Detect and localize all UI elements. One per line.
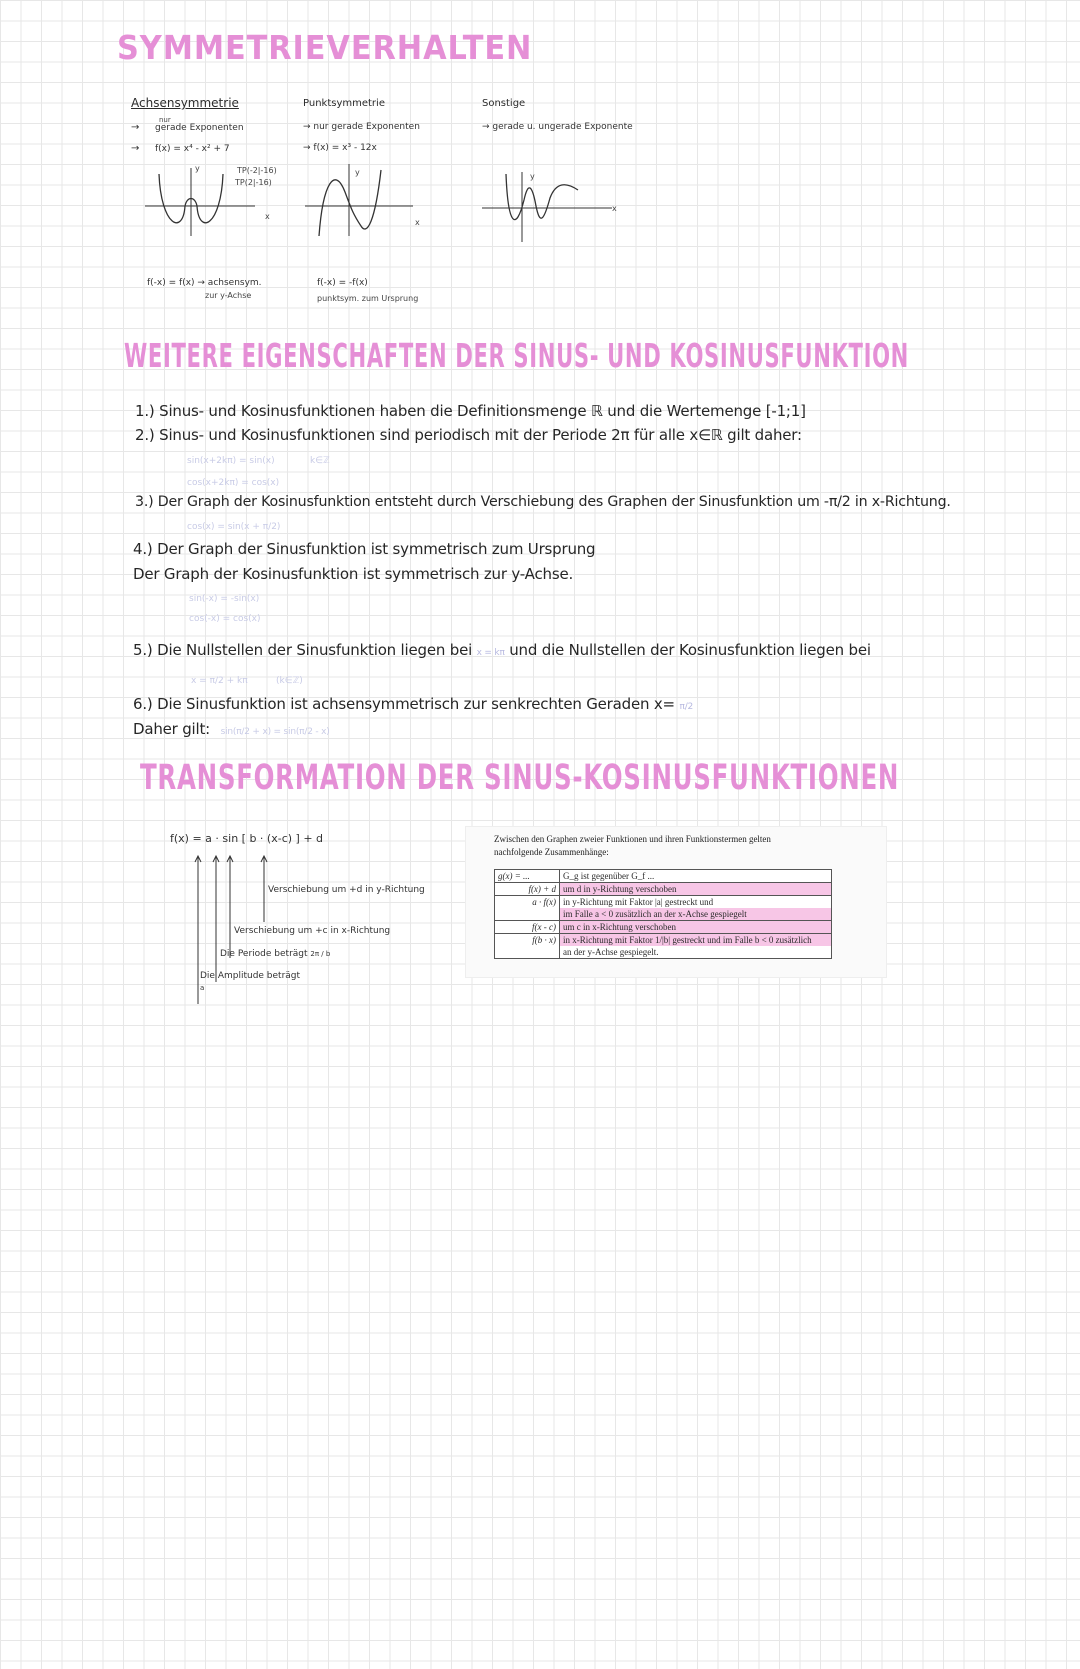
- table-cell-rhs: um d in y-Richtung verschoben: [560, 883, 832, 896]
- table-row: [495, 921, 832, 934]
- axis-x-label: x: [415, 218, 420, 227]
- table-row: [495, 883, 832, 896]
- line-gerade: gerade Exponenten: [155, 123, 244, 133]
- property-5-part-a: 5.) Die Nullstellen der Sinusfunktion liegen bei: [133, 641, 473, 659]
- note-nur: nur: [159, 116, 171, 124]
- table-cell-rhs: um c in x-Richtung verschoben: [560, 921, 832, 934]
- tp-label-1: TP(-2|-16): [237, 166, 277, 175]
- table-cell-rhs: im Falle a < 0 zusätzlich an der x-Achse gespiegelt: [560, 908, 832, 921]
- rule-even: f(-x) = f(x) → achsensym.: [147, 278, 262, 288]
- formula-shift: cos(x) = sin(x + π/2): [187, 522, 281, 532]
- heading-weitere-eigenschaften: WEITERE EIGENSCHAFTEN DER SINUS- UND KOSINUSFUNKTION: [124, 336, 909, 375]
- annotation-c: Verschiebung um +c in x-Richtung: [234, 926, 391, 936]
- col-title: Sonstige: [482, 98, 526, 109]
- property-3: 3.) Der Graph der Kosinusfunktion entsteht durch Verschiebung des Graphen der Sinusfunktion um -π/2 in x-Richtung.: [135, 494, 951, 510]
- transformation-formula: f(x) = a · sin [ b · (x-c) ] + d: [170, 832, 324, 845]
- property-4a: 4.) Der Graph der Sinusfunktion ist symmetrisch zum Ursprung: [133, 540, 596, 558]
- annotation-b: [220, 949, 330, 959]
- line-gerade-ungerade: → gerade u. ungerade Exponente: [482, 122, 633, 132]
- tp-label-2: TP(2|-16): [235, 178, 272, 187]
- formula-zeros-k: (k∈ℤ): [276, 676, 303, 686]
- rule-even-2: zur y-Achse: [205, 291, 252, 300]
- formula-sym-sin: sin(π/2 + x) = sin(π/2 - x): [220, 727, 330, 737]
- col-punktsymmetrie: [303, 98, 473, 308]
- formula-cos-even: cos(-x) = cos(x): [189, 614, 261, 624]
- table-row: [495, 946, 832, 959]
- property-5: [133, 641, 871, 659]
- table-cell-rhs: an der y-Achse gespiegelt.: [560, 946, 832, 959]
- property-6b: [133, 720, 330, 738]
- table-row: [495, 896, 832, 909]
- table-cell-lhs: f(x) + d: [495, 883, 560, 896]
- col-title: Punktsymmetrie: [303, 98, 385, 109]
- formula-sin-odd: sin(-x) = -sin(x): [189, 594, 260, 604]
- line-fx: f(x) = x⁴ - x² + 7: [155, 144, 230, 154]
- axis-y-label: y: [355, 168, 360, 177]
- property-6-text: 6.) Die Sinusfunktion ist achsensymmetrisch zur senkrechten Geraden x=: [133, 695, 675, 713]
- property-5-sym: x = kπ: [476, 648, 505, 658]
- table-row: [495, 908, 832, 921]
- heading-symmetrieverhalten: SYMMETRIEVERHALTEN: [117, 28, 533, 67]
- line-arrow-1: →: [131, 122, 140, 133]
- transformation-table: [494, 869, 832, 959]
- graph-neither-function: [482, 170, 622, 250]
- formula-k-integer: k∈ℤ: [310, 456, 330, 466]
- line-fx: → f(x) = x³ - 12x: [303, 143, 377, 153]
- heading-transformation: TRANSFORMATION DER SINUS-KOSINUSFUNKTIONEN: [140, 758, 900, 798]
- line-nur-gerade: → nur gerade Exponenten: [303, 122, 420, 132]
- table-cell-lhs: a · f(x): [495, 896, 560, 909]
- formula-zeros-cos: x = π/2 + kπ: [191, 676, 248, 686]
- axis-y-label: y: [530, 172, 535, 181]
- table-row: [495, 870, 832, 883]
- transformation-reference-box: [465, 826, 887, 978]
- formula-periodic-sin: sin(x+2kπ) = sin(x): [187, 456, 275, 466]
- table-cell-lhs: g(x) = ...: [495, 870, 560, 883]
- table-cell-rhs: in y-Richtung mit Faktor |a| gestreckt und: [560, 896, 832, 909]
- property-5-part-b: und die Nullstellen der Kosinusfunktion liegen bei: [509, 641, 871, 659]
- graph-even-function: [145, 166, 285, 246]
- table-cell-lhs: [495, 908, 560, 921]
- annotation-d: Verschiebung um +d in y-Richtung: [268, 885, 425, 895]
- rule-odd-2: punktsym. zum Ursprung: [317, 294, 419, 303]
- box-intro: Zwischen den Graphen zweier Funktionen und ihren Funktionstermen gelten nachfolgende Zusammenhänge:: [494, 834, 771, 857]
- axis-x-label: x: [265, 212, 270, 221]
- transformation-diagram: [170, 828, 470, 998]
- formula-periodic-cos: cos(x+2kπ) = cos(x): [187, 478, 280, 488]
- table-cell-rhs: in x-Richtung mit Faktor 1/|b| gestreckt und im Falle b < 0 zusätzlich: [560, 934, 832, 947]
- table-cell-lhs: [495, 946, 560, 959]
- annotation-b-value: 2π / b: [310, 950, 331, 958]
- property-4b: Der Graph der Kosinusfunktion ist symmetrisch zur y-Achse.: [133, 565, 574, 583]
- col-title: Achsensymmetrie: [131, 96, 239, 110]
- property-6-sym: π/2: [679, 702, 694, 712]
- axis-y-label: y: [195, 164, 200, 173]
- graph-odd-function: [305, 162, 425, 242]
- table-cell-lhs: f(b · x): [495, 934, 560, 947]
- col-sonstige: [482, 98, 682, 238]
- rule-odd: f(-x) = -f(x): [317, 278, 368, 288]
- annotation-a-value: a: [200, 984, 205, 992]
- annotation-b-text: Die Periode beträgt: [220, 949, 308, 959]
- property-1: 1.) Sinus- und Kosinusfunktionen haben die Definitionsmenge ℝ und die Wertemenge [-1;1]: [135, 402, 806, 420]
- annotation-a: Die Amplitude beträgt: [200, 971, 301, 981]
- table-row: [495, 934, 832, 947]
- col-achsensymmetrie: [131, 96, 311, 306]
- table-cell-rhs: G_g ist gegenüber G_f ...: [560, 870, 832, 883]
- property-6b-text: Daher gilt:: [133, 720, 211, 738]
- property-2: 2.) Sinus- und Kosinusfunktionen sind periodisch mit der Periode 2π für alle x∈ℝ gilt daher:: [135, 426, 802, 444]
- line-arrow-2: →: [131, 143, 140, 154]
- axis-x-label: x: [612, 204, 617, 213]
- property-6: [133, 695, 693, 713]
- table-cell-lhs: f(x - c): [495, 921, 560, 934]
